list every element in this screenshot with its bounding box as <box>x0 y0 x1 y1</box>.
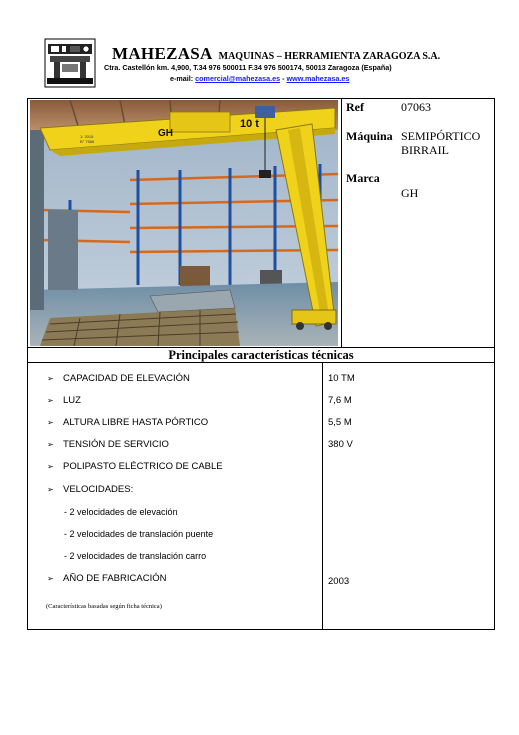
year-value: 2003 <box>328 576 350 587</box>
beam-note-line2: B° 7566 <box>80 139 95 144</box>
spec-item: ➢ CAPACIDAD DE ELEVACIÓN <box>47 373 190 384</box>
machine-value-line1: SEMIPÓRTICO <box>401 129 481 143</box>
spec-sub-item: - 2 velocidades de translación carro <box>64 551 207 561</box>
spec-value: 5,5 M <box>328 417 352 428</box>
specs-title: Principales características técnicas <box>168 348 354 362</box>
separator: - <box>282 74 285 83</box>
bullet-arrow-icon: ➢ <box>47 462 54 471</box>
spec-value: 10 TM <box>328 373 355 384</box>
bullet-arrow-icon: ➢ <box>47 374 54 383</box>
crane-photo <box>30 100 338 346</box>
spec-item: ➢ LUZ <box>47 395 81 406</box>
ref-value: 07063 <box>401 100 431 114</box>
company-logo-image <box>44 38 96 88</box>
machine-value-line2: BIRRAIL <box>401 143 449 157</box>
spec-item: ➢ TENSIÓN DE SERVICIO <box>47 439 169 450</box>
contact-line <box>170 74 349 83</box>
beam-note-line1: 1: 2015 <box>80 134 94 139</box>
spec-sub-item: - 2 velocidades de elevación <box>64 507 178 517</box>
brand-value: GH <box>401 186 419 200</box>
spec-item: ➢ VELOCIDADES: <box>47 484 134 495</box>
spec-item: ➢ ALTURA LIBRE HASTA PÓRTICO <box>47 417 209 428</box>
machine-label: Máquina <box>346 129 393 143</box>
bullet-arrow-icon: ➢ <box>47 418 54 427</box>
divider <box>341 98 342 348</box>
spec-item: ➢ AÑO DE FABRICACIÓN <box>47 573 167 584</box>
ref-label: Ref <box>346 100 364 114</box>
beam-capacity-text: 10 t <box>240 118 259 130</box>
bullet-arrow-icon: ➢ <box>47 396 54 405</box>
spec-value: 380 V <box>328 439 353 450</box>
company-tagline: MAQUINAS – HERRAMIENTA ZARAGOZA S.A. <box>218 51 441 62</box>
divider <box>322 362 323 630</box>
brand-label: Marca <box>346 171 380 185</box>
beam-brand-text: GH <box>158 128 173 139</box>
footnote: (Características basadas según ficha técnica) <box>46 603 162 610</box>
website-link[interactable]: www.mahezasa.es <box>286 74 350 83</box>
spec-item: ➢ POLIPASTO ELÉCTRICO DE CABLE <box>47 461 223 472</box>
spec-sub-item: - 2 velocidades de translación puente <box>64 529 214 539</box>
bullet-arrow-icon: ➢ <box>47 485 54 494</box>
email-link[interactable]: comercial@mahezasa.es <box>195 74 281 83</box>
company-name: MAHEZASA <box>112 44 213 63</box>
email-prefix: e-mail: <box>170 74 194 83</box>
bullet-arrow-icon: ➢ <box>47 440 54 449</box>
company-address: Ctra. Castellón km. 4,900, T.34 976 500011 F.34 976 500174, 50013 Zaragoza (España) <box>104 63 392 72</box>
company-header <box>112 44 440 64</box>
spec-value: 7,6 M <box>328 395 352 406</box>
bullet-arrow-icon: ➢ <box>47 574 54 583</box>
